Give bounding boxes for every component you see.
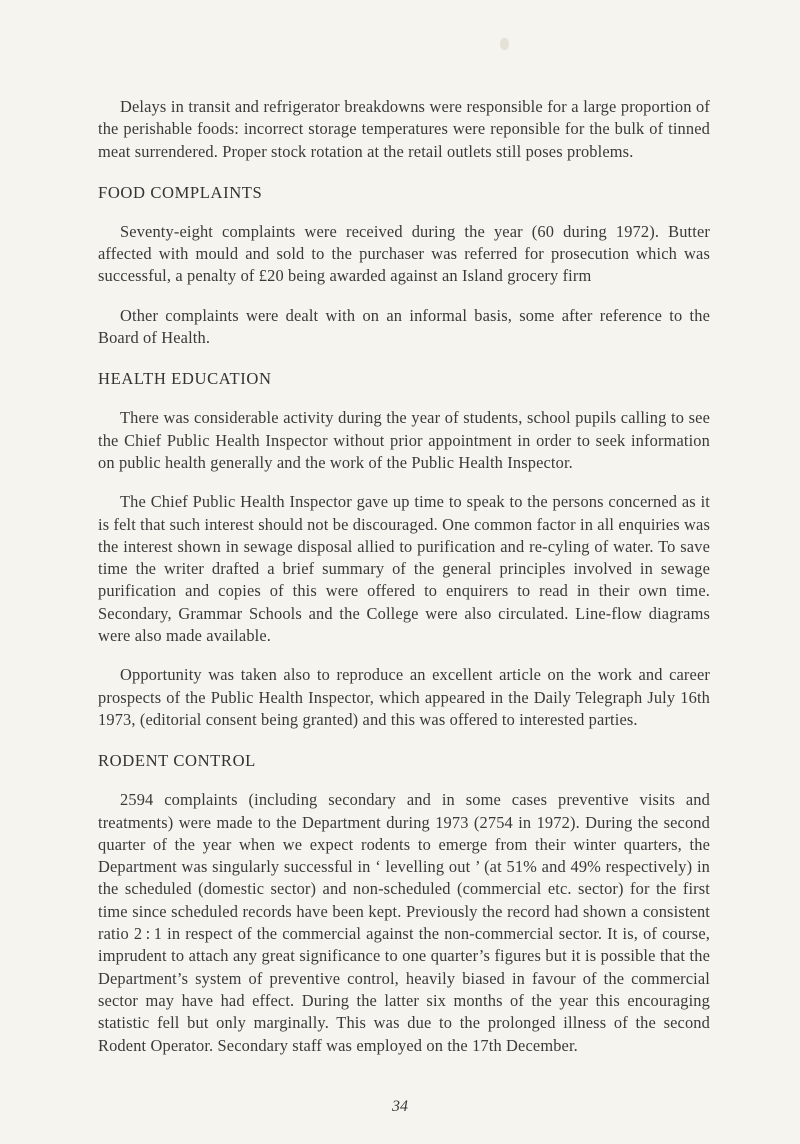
food-complaints-paragraph-2: Other complaints were dealt with on an informal basis, some after reference to the Board of Health. (98, 305, 710, 348)
health-education-heading: HEALTH EDUCATION (98, 369, 272, 389)
rodent-control-paragraph-1: 2594 complaints (including secondary and in some cases preventive visits and treatments) were made to the Department during 1973 (2754 in 1972). During the second quarter of the year when we expect rodents to emerge from their winter quarters, the Department was singularly successful in ‘ levelling out ’ (at 51% and 49% respectively) in the scheduled (domestic sector) and non-scheduled (commercial etc. sector) for the first time since scheduled records have been kept. Previously the record had shown a consistent ratio 2 : 1 in respect of the commercial against the non-commercial sector. It is, of course, imprudent to attach any great significance to one quarter’s figures but it is possible that the Department’s system of preventive control, heavily biased in favour of the commercial sector may have had effect. During the latter six months of the year this encouraging statistic fell but only marginally. This was due to the prolonged illness of the second Rodent Operator. Secondary staff was employed on the 17th December. (98, 790, 710, 1055)
page-number: 34 (392, 1098, 408, 1115)
intro-paragraph: Delays in transit and refrigerator breakdowns were responsible for a large proportion of the perishable foods: incorrect storage temperatures were reponsible for the bulk of tinned meat surrendered. Proper stock rotation at the retail outlets still poses problems. (98, 97, 710, 161)
health-education-paragraph-3: Opportunity was taken also to reproduce an excellent article on the work and career prospects of the Public Health Inspector, which appeared in the Daily Telegraph July 16th 1973, (editorial consent being granted) and this was offered to interested parties. (98, 665, 710, 729)
paper-blemish (500, 38, 509, 50)
document-page (98, 96, 710, 1057)
health-education-paragraph-2: The Chief Public Health Inspector gave up time to speak to the persons concerned as it is felt that such interest should not be discouraged. One common factor in all enquiries was the interest shown in sewage disposal allied to purification and re-cyling of water. To save time the writer drafted a brief summary of the general principles involved in sewage purification and copies of this were offered to enquirers to read in their own time. Secondary, Grammar Schools and the College were also circulated. Line-flow diagrams were also made available. (98, 492, 710, 646)
health-education-paragraph-1: There was considerable activity during the year of students, school pupils calling to see the Chief Public Health Inspector without prior appointment in order to seek information on public health generally and the work of the Public Health Inspector. (98, 408, 710, 472)
food-complaints-heading: FOOD COMPLAINTS (98, 182, 263, 202)
rodent-control-heading: RODENT CONTROL (98, 751, 256, 771)
food-complaints-paragraph-1: Seventy-eight complaints were received during the year (60 during 1972). Butter affected with mould and sold to the purchaser was referred for prosecution which was successful, a penalty of £20 being awarded against an Island grocery firm (98, 221, 710, 286)
